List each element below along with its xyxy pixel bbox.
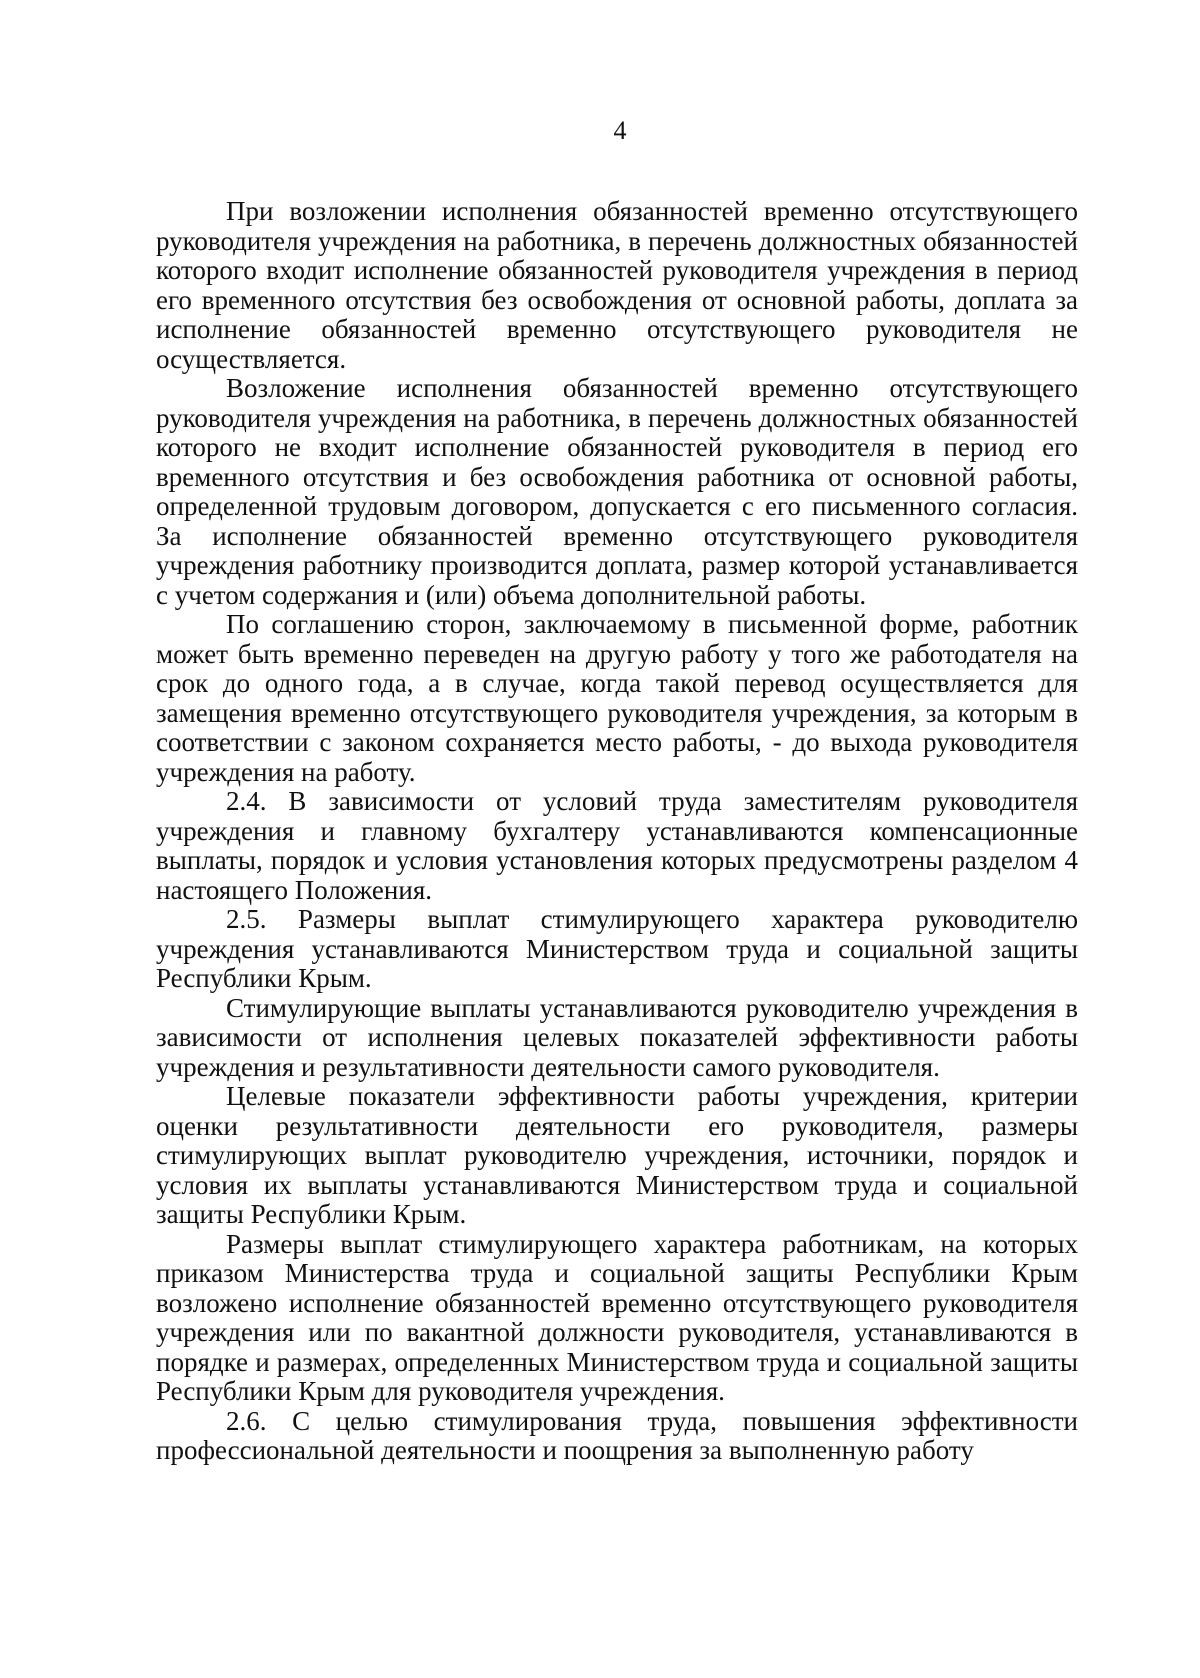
paragraph-temporary-transfer: По соглашению сторон, заключаемому в письменной форме, работник может быть временно переведен на другую работу у того же работодателя на срок до одного года, а в случае, когда такой перевод осуществляется для замещения временно отсутствующего руководителя учреждения, за которым в соответствии с законом сохраняется место работы, - до выхода руководителя учреждения на работу. bbox=[156, 609, 1078, 787]
document-body bbox=[156, 197, 1078, 1466]
paragraph-section-2-5: 2.5. Размеры выплат стимулирующего характера руководителю учреждения устанавливаются Министерством труда и социальной защиты Республики Крым. bbox=[156, 904, 1078, 993]
page-number: 4 bbox=[613, 116, 627, 145]
paragraph-section-2-4: 2.4. В зависимости от условий труда заместителям руководителя учреждения и главному бухгалтеру устанавливаются компенсационные выплаты, порядок и условия установления которых предусмотрены разделом 4 настоящего Положения. bbox=[156, 786, 1078, 905]
paragraph-acting-head-with-allowance: Возложение исполнения обязанностей временно отсутствующего руководителя учреждения на работника, в перечень должностных обязанностей которого не входит исполнение обязанностей руководителя в период его временного отсутствия и без освобождения работника от основной работы, определенной трудовым договором, допускается с его письменного согласия. За исполнение обязанностей временно отсутствующего руководителя учреждения работнику производится доплата, размер которой устанавливается с учетом содержания и (или) объема дополнительной работы. bbox=[156, 373, 1078, 610]
paragraph-incentive-payments: Стимулирующие выплаты устанавливаются руководителю учреждения в зависимости от исполнения целевых показателей эффективности работы учреждения и результативности деятельности самого руководителя. bbox=[156, 992, 1078, 1082]
paragraph-target-indicators: Целевые показатели эффективности работы учреждения, критерии оценки результативности деятельности его руководителя, размеры стимулирующих выплат руководителю учреждения, источники, порядок и условия их выплаты устанавливаются Министерством труда и социальной защиты Республики Крым. bbox=[156, 1081, 1078, 1229]
paragraph-acting-head-incentives: Размеры выплат стимулирующего характера работникам, на которых приказом Министерства труда и социальной защиты Республики Крым возложено исполнение обязанностей временно отсутствующего руководителя учреждения или по вакантной должности руководителя, устанавливаются в порядке и размерах, определенных Министерством труда и социальной защиты Республики Крым для руководителя учреждения. bbox=[156, 1228, 1078, 1406]
paragraph-section-2-6: 2.6. С целью стимулирования труда, повышения эффективности профессиональной деятельности и поощрения за выполненную работу bbox=[156, 1405, 1078, 1465]
paragraph-acting-head-no-allowance: При возложении исполнения обязанностей временно отсутствующего руководителя учреждения на работника, в перечень должностных обязанностей которого входит исполнение обязанностей руководителя учреждения в период его временного отсутствия без освобождения от основной работы, доплата за исполнение обязанностей временно отсутствующего руководителя не осуществляется. bbox=[156, 196, 1078, 374]
